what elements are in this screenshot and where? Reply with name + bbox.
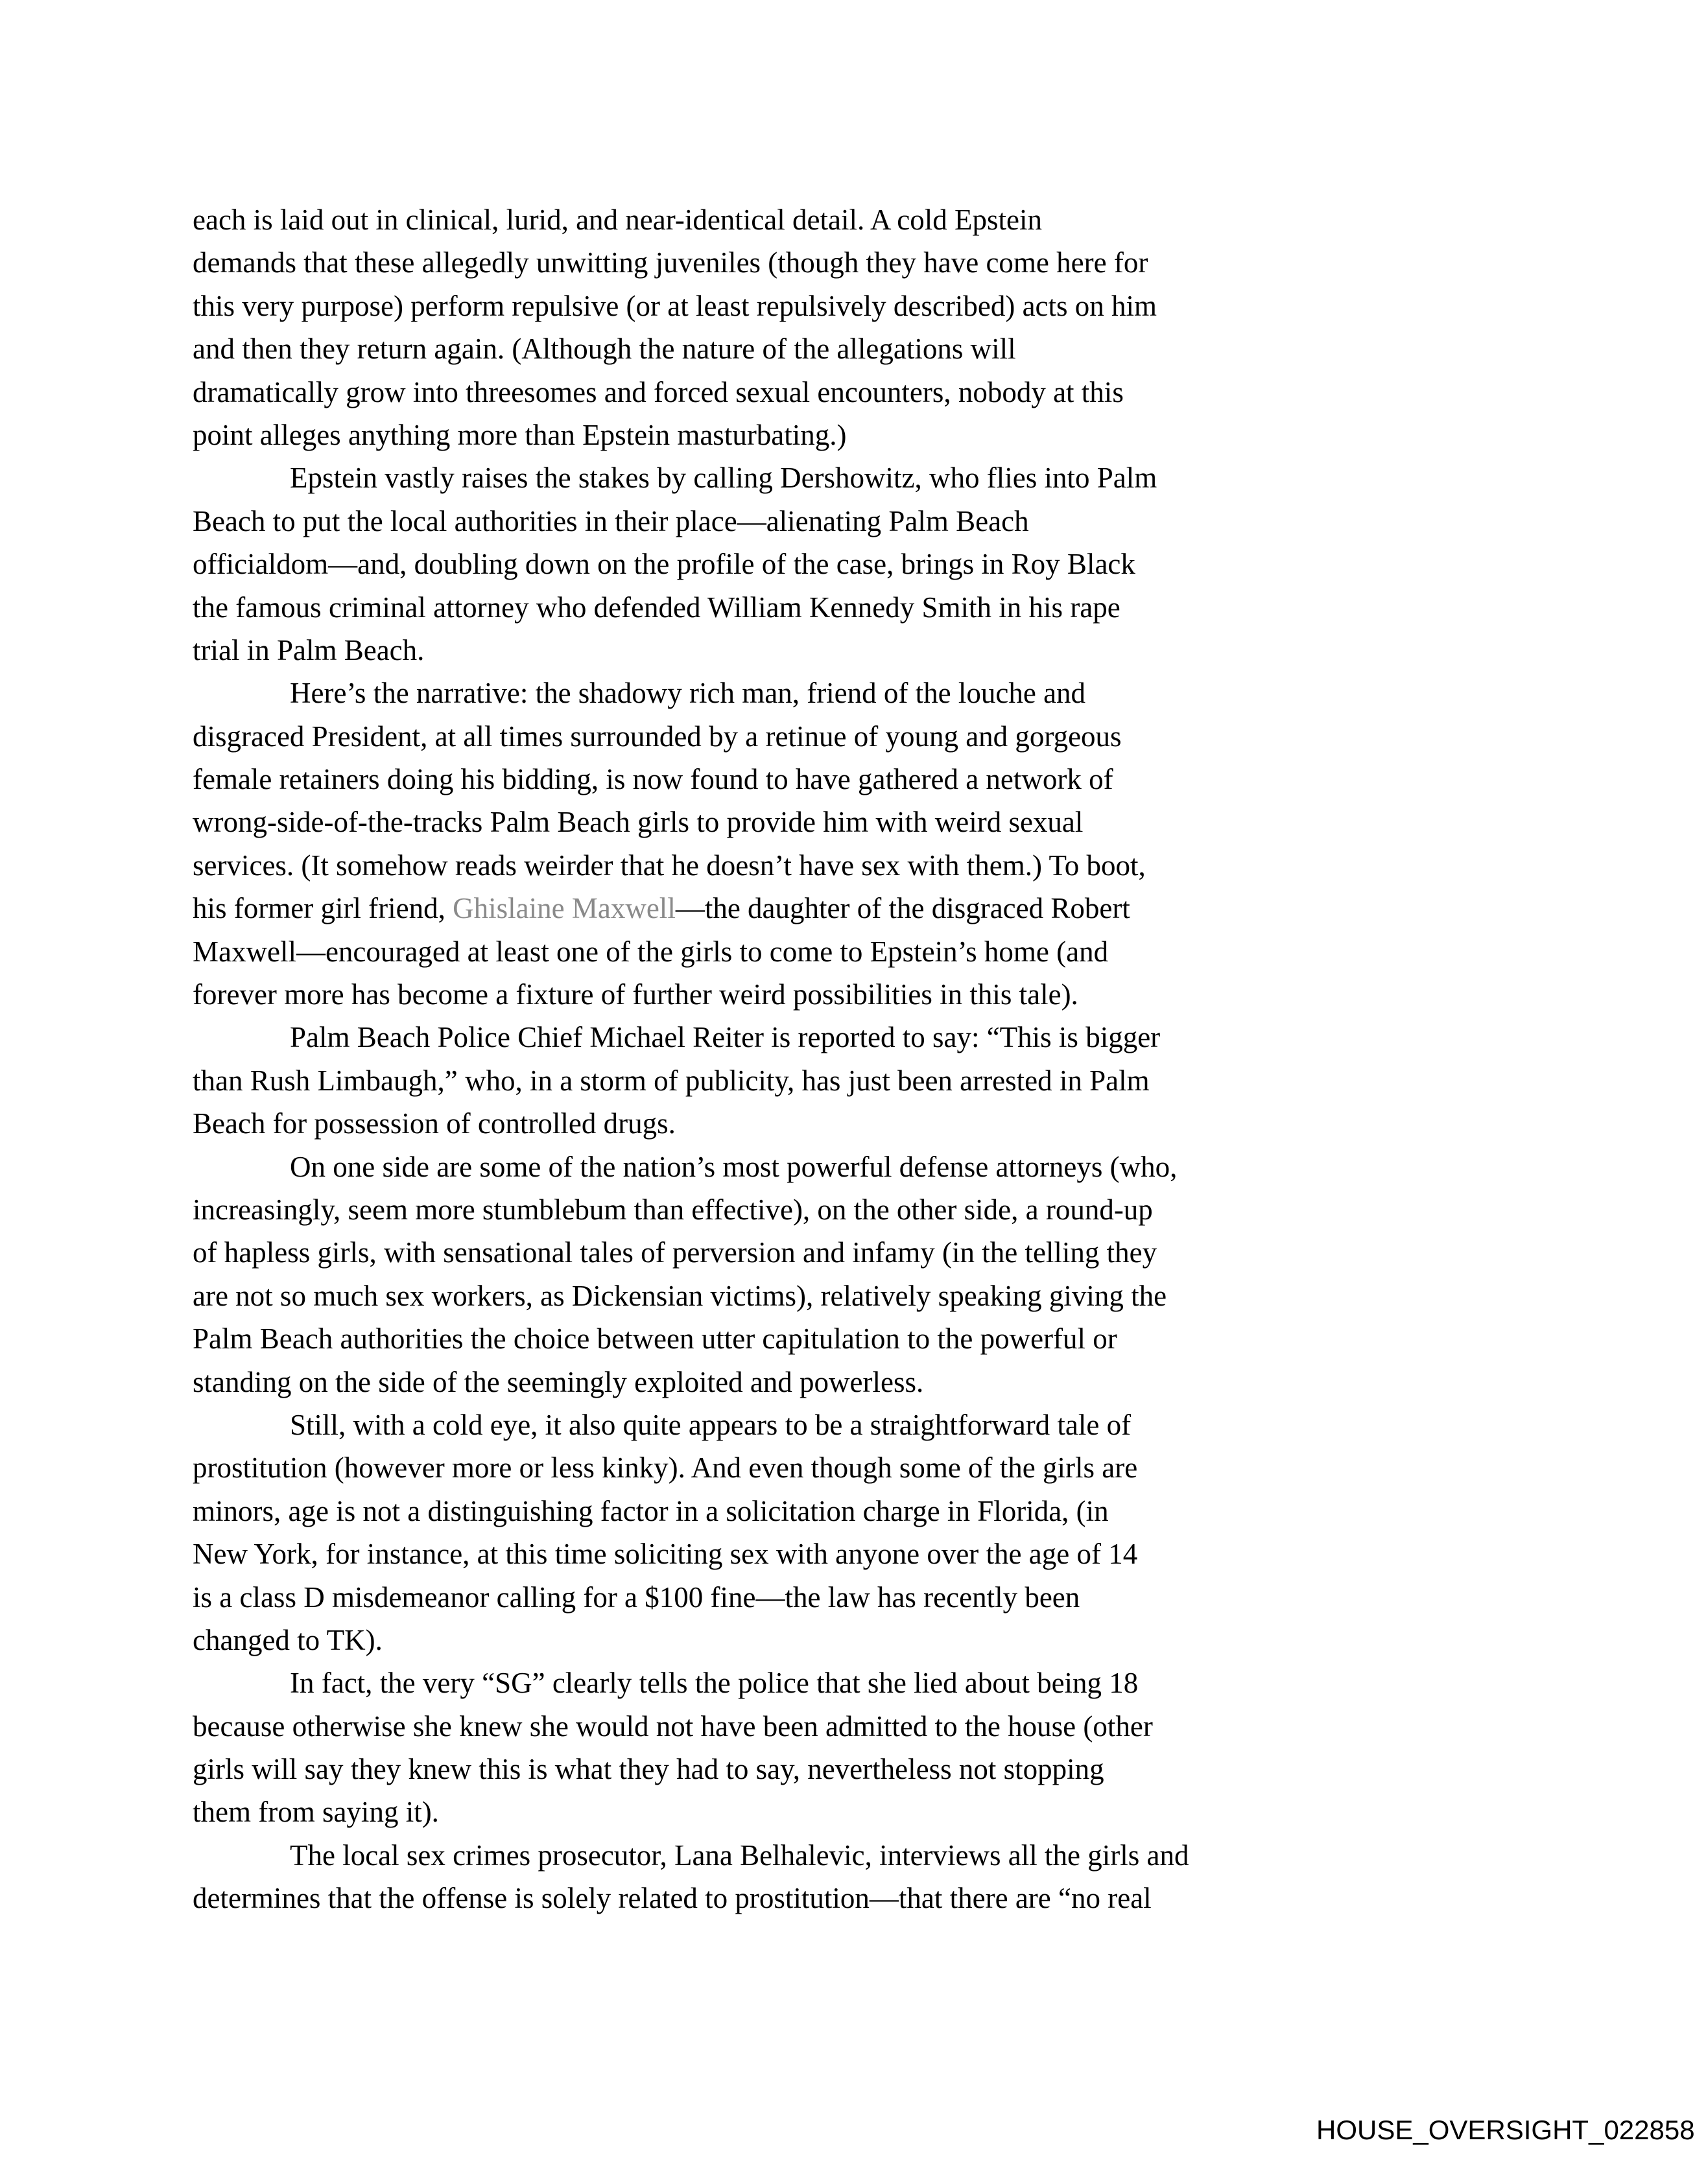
text-line: officialdom—and, doubling down on the profile of the case, brings in Roy Black: [193, 548, 1135, 581]
text-line: Beach for possession of controlled drugs.: [193, 1107, 676, 1140]
paragraph: [193, 1834, 1464, 1920]
text-line: because otherwise she knew she would not have been admitted to the house (other: [193, 1709, 1153, 1743]
text-line: increasingly, seem more stumblebum than effective), on the other side, a round-up: [193, 1193, 1153, 1226]
text-line: of hapless girls, with sensational tales of perversion and infamy (in the telling they: [193, 1236, 1157, 1269]
paragraph: [193, 1403, 1464, 1661]
text-line: female retainers doing his bidding, is now found to have gathered a network of: [193, 763, 1113, 796]
text-line: trial in Palm Beach.: [193, 633, 425, 666]
text-line: prostitution (however more or less kinky). And even though some of the girls are: [193, 1451, 1138, 1485]
text-line: each is laid out in clinical, lurid, and near-identical detail. A cold Epstein: [193, 204, 1042, 236]
text-line: wrong-side-of-the-tracks Palm Beach girls to provide him with weird sexual: [193, 806, 1084, 839]
text-line: this very purpose) perform repulsive (or at least repulsively described) acts on him: [193, 289, 1157, 322]
text-line: Palm Beach Police Chief Michael Reiter is reported to say: “This is bigger: [290, 1021, 1161, 1054]
paragraph: [193, 456, 1464, 672]
text-segment: his former girl friend,: [193, 892, 453, 925]
ghislaine-maxwell-link[interactable]: Ghislaine Maxwell: [453, 892, 676, 925]
text-line: the famous criminal attorney who defended William Kennedy Smith in his rape: [193, 591, 1120, 624]
text-line: New York, for instance, at this time soliciting sex with anyone over the age of 14: [193, 1538, 1138, 1571]
text-line: changed to TK).: [193, 1623, 383, 1656]
bates-number: HOUSE_OVERSIGHT_022858: [1316, 2115, 1695, 2145]
paragraph: [193, 198, 1464, 456]
document-body: [193, 198, 1464, 1920]
text-line: and then they return again. (Although the nature of the allegations will: [193, 333, 1016, 366]
text-line: Still, with a cold eye, it also quite appears to be a straightforward tale of: [290, 1408, 1132, 1441]
text-line: disgraced President, at all times surrounded by a retinue of young and gorgeous: [193, 720, 1122, 753]
text-line: demands that these allegedly unwitting juveniles (though they have come here for: [193, 246, 1148, 279]
text-line: services. (It somehow reads weirder that he doesn’t have sex with them.) To boot,: [193, 849, 1146, 882]
text-line: Epstein vastly raises the stakes by calling Dershowitz, who flies into Palm: [290, 462, 1157, 495]
paragraph: [193, 1016, 1464, 1145]
text-line: than Rush Limbaugh,” who, in a storm of publicity, has just been arrested in Palm: [193, 1064, 1150, 1097]
text-line: [193, 887, 1464, 930]
text-line: Here’s the narrative: the shadowy rich man, friend of the louche and: [290, 677, 1086, 710]
text-line: girls will say they knew this is what they had to say, nevertheless not stopping: [193, 1753, 1104, 1786]
paragraph: [193, 1661, 1464, 1834]
text-line: standing on the side of the seemingly exploited and powerless.: [193, 1365, 924, 1398]
paragraph: [193, 1145, 1464, 1403]
text-line: Palm Beach authorities the choice between utter capitulation to the powerful or: [193, 1322, 1117, 1356]
paragraph: [193, 672, 1464, 1016]
text-line: are not so much sex workers, as Dickensian victims), relatively speaking giving the: [193, 1279, 1167, 1312]
text-line: Maxwell—encouraged at least one of the girls to come to Epstein’s home (and: [193, 935, 1109, 968]
text-line: point alleges anything more than Epstein masturbating.): [193, 418, 847, 451]
text-line: is a class D misdemeanor calling for a $100 fine—the law has recently been: [193, 1580, 1080, 1614]
text-line: Beach to put the local authorities in their place—alienating Palm Beach: [193, 504, 1029, 537]
text-line: them from saying it).: [193, 1796, 439, 1829]
text-line: In fact, the very “SG” clearly tells the police that she lied about being 18: [290, 1667, 1139, 1700]
text-line: determines that the offense is solely related to prostitution—that there are “no real: [193, 1882, 1152, 1915]
text-line: forever more has become a fixture of further weird possibilities in this tale).: [193, 978, 1078, 1011]
text-line: dramatically grow into threesomes and forced sexual encounters, nobody at this: [193, 375, 1124, 408]
text-line: The local sex crimes prosecutor, Lana Belhalevic, interviews all the girls and: [290, 1838, 1189, 1872]
text-line: On one side are some of the nation’s most powerful defense attorneys (who,: [290, 1150, 1178, 1183]
text-segment: —the daughter of the disgraced Robert: [675, 892, 1130, 925]
text-line: minors, age is not a distinguishing factor in a solicitation charge in Florida, (in: [193, 1494, 1109, 1527]
